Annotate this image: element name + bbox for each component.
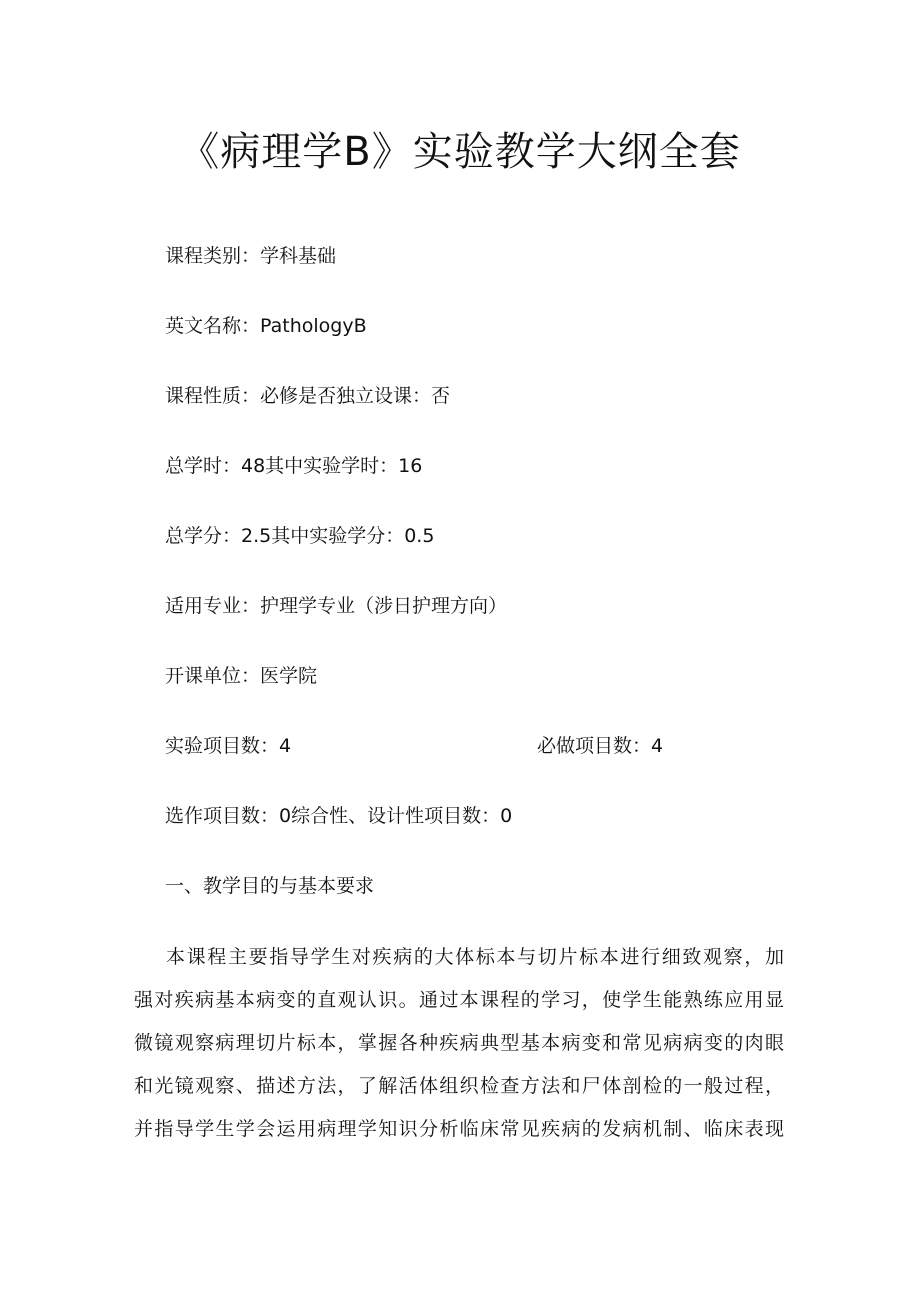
paragraph-line: 强对疾病基本病变的直观认识。通过本课程的学习，使学生能熟练应用显	[134, 989, 784, 1011]
required-items-count: 必做项目数：4	[537, 735, 664, 757]
experiment-items-count: 实验项目数：4	[165, 735, 292, 757]
document-title: 《病理学B》实验教学大纲全套	[179, 129, 741, 175]
offering-unit-line: 开课单位：医学院	[165, 665, 318, 687]
total-hours-line: 总学时：48其中实验学时：16	[165, 455, 423, 477]
elective-items-line: 选作项目数：0综合性、设计性项目数：0	[165, 805, 513, 827]
course-nature-line: 课程性质：必修是否独立设课：否	[165, 385, 451, 407]
total-credits-line: 总学分：2.5其中实验学分：0.5	[165, 525, 435, 547]
paragraph-line: 本课程主要指导学生对疾病的大体标本与切片标本进行细致观察，加	[166, 946, 784, 968]
applicable-major-line: 适用专业：护理学专业（涉日护理方向）	[165, 595, 508, 617]
section-heading: 一、教学目的与基本要求	[165, 875, 375, 897]
body-paragraph	[134, 936, 784, 1151]
paragraph-line: 并指导学生学会运用病理学知识分析临床常见疾病的发病机制、临床表现	[134, 1118, 784, 1140]
course-category-line: 课程类别：学科基础	[165, 245, 337, 267]
paragraph-line: 微镜观察病理切片标本，掌握各种疾病典型基本病变和常见病病变的肉眼	[134, 1032, 784, 1054]
english-name-line: 英文名称：PathologyB	[165, 315, 367, 337]
paragraph-line: 和光镜观察、描述方法，了解活体组织检查方法和尸体剖检的一般过程，	[134, 1075, 784, 1097]
